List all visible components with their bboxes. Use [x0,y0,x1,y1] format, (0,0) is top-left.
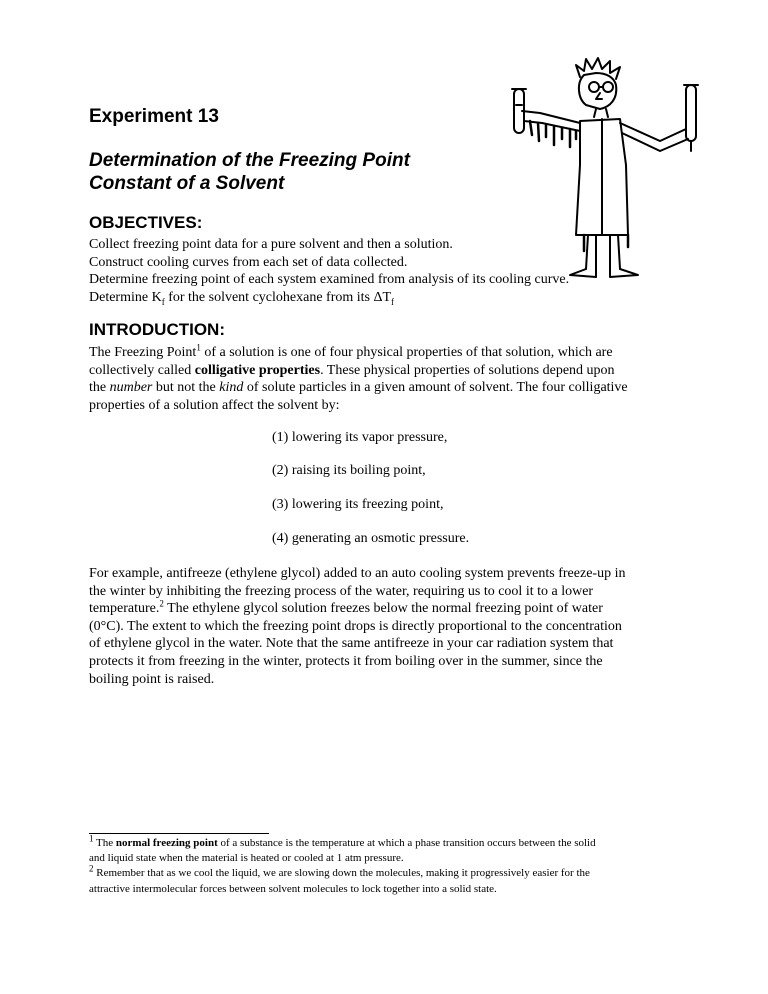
footnote-2: $^2$ Remember that as we cool the liquid, we are slowing down the molecules, making it progressively easier for the [89,863,590,880]
property-item: (4) generating an osmotic pressure. [272,531,470,546]
objectives-heading: OBJECTIVES: [89,213,203,232]
objective-item: Determine freezing point of each system examined from analysis of its cooling curve. [89,272,570,287]
objectives-list [89,236,569,306]
objective-item: Collect freezing point data for a pure solvent and then a solution. [89,237,453,252]
property-item: (2) raising its boiling point, [272,463,426,478]
title-line-2: Constant of a Solvent [89,173,285,194]
footnote-ref-2: 2 [159,598,164,609]
experiment-number: Experiment 13 [89,106,219,127]
colligative-term: colligative properties [194,362,321,378]
introduction-heading: INTRODUCTION: [89,320,225,339]
footnotes: $^1$ The normal freezing point of a substance is the temperature at which a phase transition occurs between the solid and liquid state when the material is heated or cooled at 1 atm pressure. $^2$ Remember that as we cool the liquid, we are slowing down the molecules, making it progressively easier for the attractive intermolecular forces between solvent molecules to lock together into a solid state. [89,836,689,897]
intro-paragraph-2: For example, antifreeze (ethylene glycol) added to an auto cooling system prevents freeze-up in the winter by inhibiting the freezing process of the water, requiring us to cool it to a lower temperature.$^2$ The ethylene glycol solution freezes below the normal freezing point of water (0°C). The extent to which the freezing point drops is directly proportional to the concentration of ethylene glycol in the water. Note that the same antifreeze in your car radiation system that protects it from freezing in the winter, protects it from boiling over in the summer, since the boiling point is raised. [89,566,626,687]
objective-item: Determine $K_f$ for the solvent cyclohexane from its $\Delta T_f$ [89,289,395,307]
property-item: (3) lowering its freezing point, [272,497,444,512]
objective-item: Construct cooling curves from each set of data collected. [89,254,408,270]
page-title [89,149,410,195]
footnote-1: $^1$ The normal freezing point of a substance is the temperature at which a phase transition occurs between the solid [89,833,596,849]
footnote-ref-1: 1 [196,342,201,353]
property-item: (1) lowering its vapor pressure, [272,430,448,445]
footnote-divider [89,833,269,834]
intro-paragraph-1: The Freezing Point$^1$ of a solution is one of four physical properties of that solution, which are collectively called colligative properties. These physical properties of solutions depend upon the number but not the kind of solute particles in a given amount of solvent. The four colligative properties of a solution affect the solvent by: [89,342,628,413]
scientist-with-test-tubes-icon [510,55,720,295]
title-line-1: Determination of the Freezing Point [89,150,410,171]
